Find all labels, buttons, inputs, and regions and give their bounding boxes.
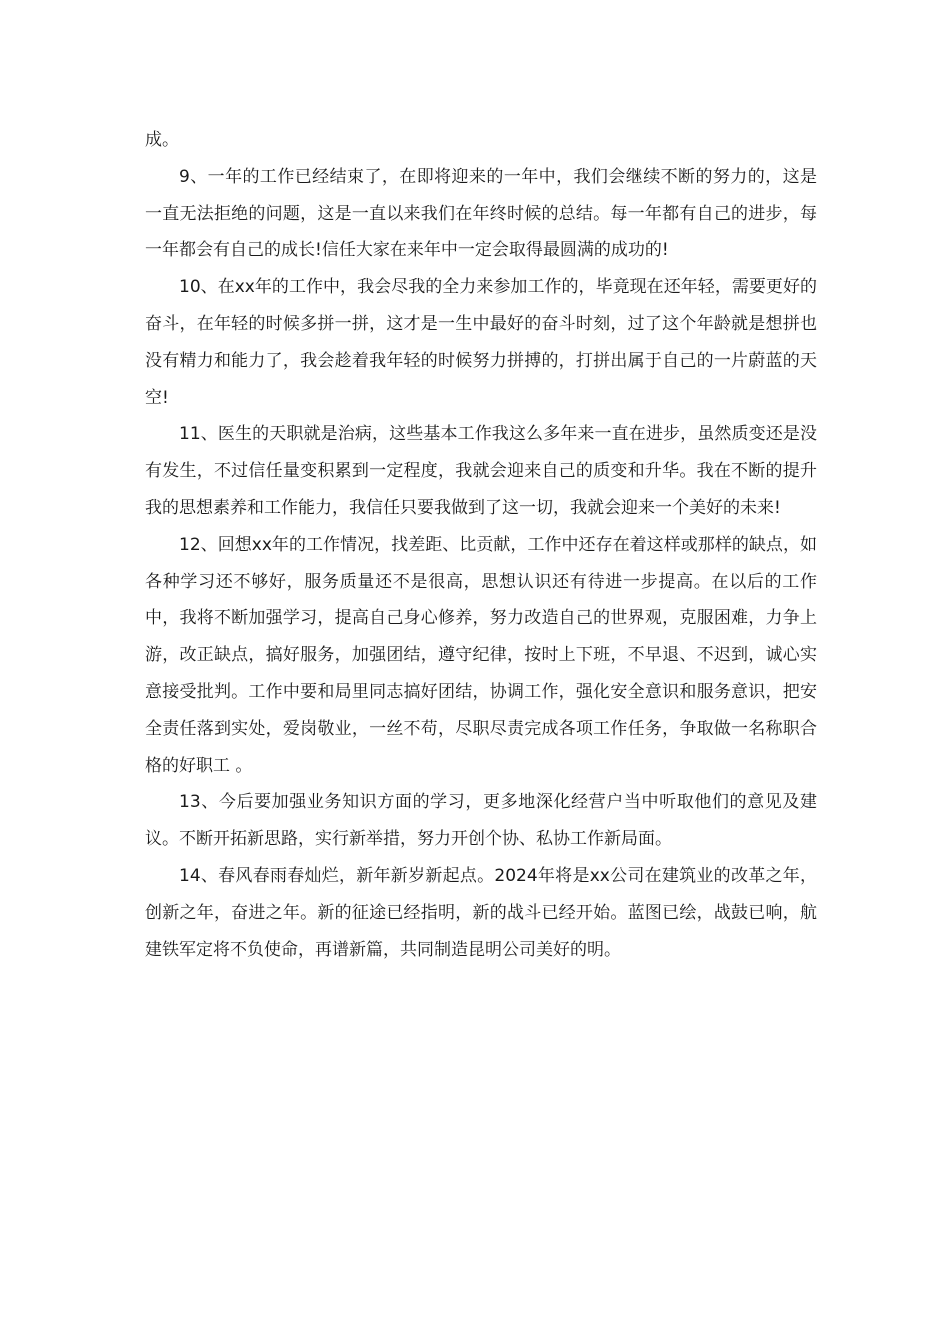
paragraph-item-13: 13、今后要加强业务知识方面的学习，更多地深化经营户当中听取他们的意见及建议。不断开拓新思路，实行新举措，努力开创个协、私协工作新局面。 — [145, 792, 817, 850]
paragraph-item-10: 10、在xx年的工作中，我会尽我的全力来参加工作的，毕竟现在还年轻，需要更好的奋斗，在年轻的时候多拼一拼，这才是一生中最好的奋斗时刻，过了这个年龄就是想拼也没有精力和能力了，我会趁着我年轻的时候努力拼搏的，打拼出属于自己的一片蔚蓝的天空! — [145, 277, 817, 408]
paragraph-item-14: 14、春风春雨春灿烂，新年新岁新起点。2024年将是xx公司在建筑业的改革之年，创新之年，奋进之年。新的征途已经指明，新的战斗已经开始。蓝图已绘，战鼓已响，航建铁军定将不负使命，再谱新篇，共同制造昆明公司美好的明。 — [145, 865, 817, 960]
paragraph-item-9: 9、一年的工作已经结束了，在即将迎来的一年中，我们会继续不断的努力的，这是一直无法拒绝的问题，这是一直以来我们在年终时候的总结。每一年都有自己的进步，每一年都会有自己的成长!信任大家在来年中一定会取得最圆满的成功的! — [145, 166, 817, 261]
paragraph-item-11: 11、医生的天职就是治病，这些基本工作我这么多年来一直在进步，虽然质变还是没有发生，不过信任量变积累到一定程度，我就会迎来自己的质变和升华。我在不断的提升我的思想素养和工作能力，我信任只要我做到了这一切，我就会迎来一个美好的未来! — [145, 424, 817, 518]
paragraph-continuation: 成。 — [145, 130, 179, 150]
paragraph-item-12: 12、回想xx年的工作情况，找差距、比贡献，工作中还存在着这样或那样的缺点，如各种学习还不够好，服务质量还不是很高，思想认识还有待进一步提高。在以后的工作中，我将不断加强学习，提高自己身心修养，努力改造自己的世界观，克服困难，力争上游，改正缺点，搞好服务，加强团结，遵守纪律，按时上下班，不早退、不迟到，诚心实意接受批判。工作中要和局里同志搞好团结，协调工作，强化安全意识和服务意识，把安全责任落到实处，爱岗敬业，一丝不苟，尽职尽责完成各项工作任务，争取做一名称职合格的好职工 。 — [145, 534, 817, 776]
document-body — [145, 122, 817, 968]
